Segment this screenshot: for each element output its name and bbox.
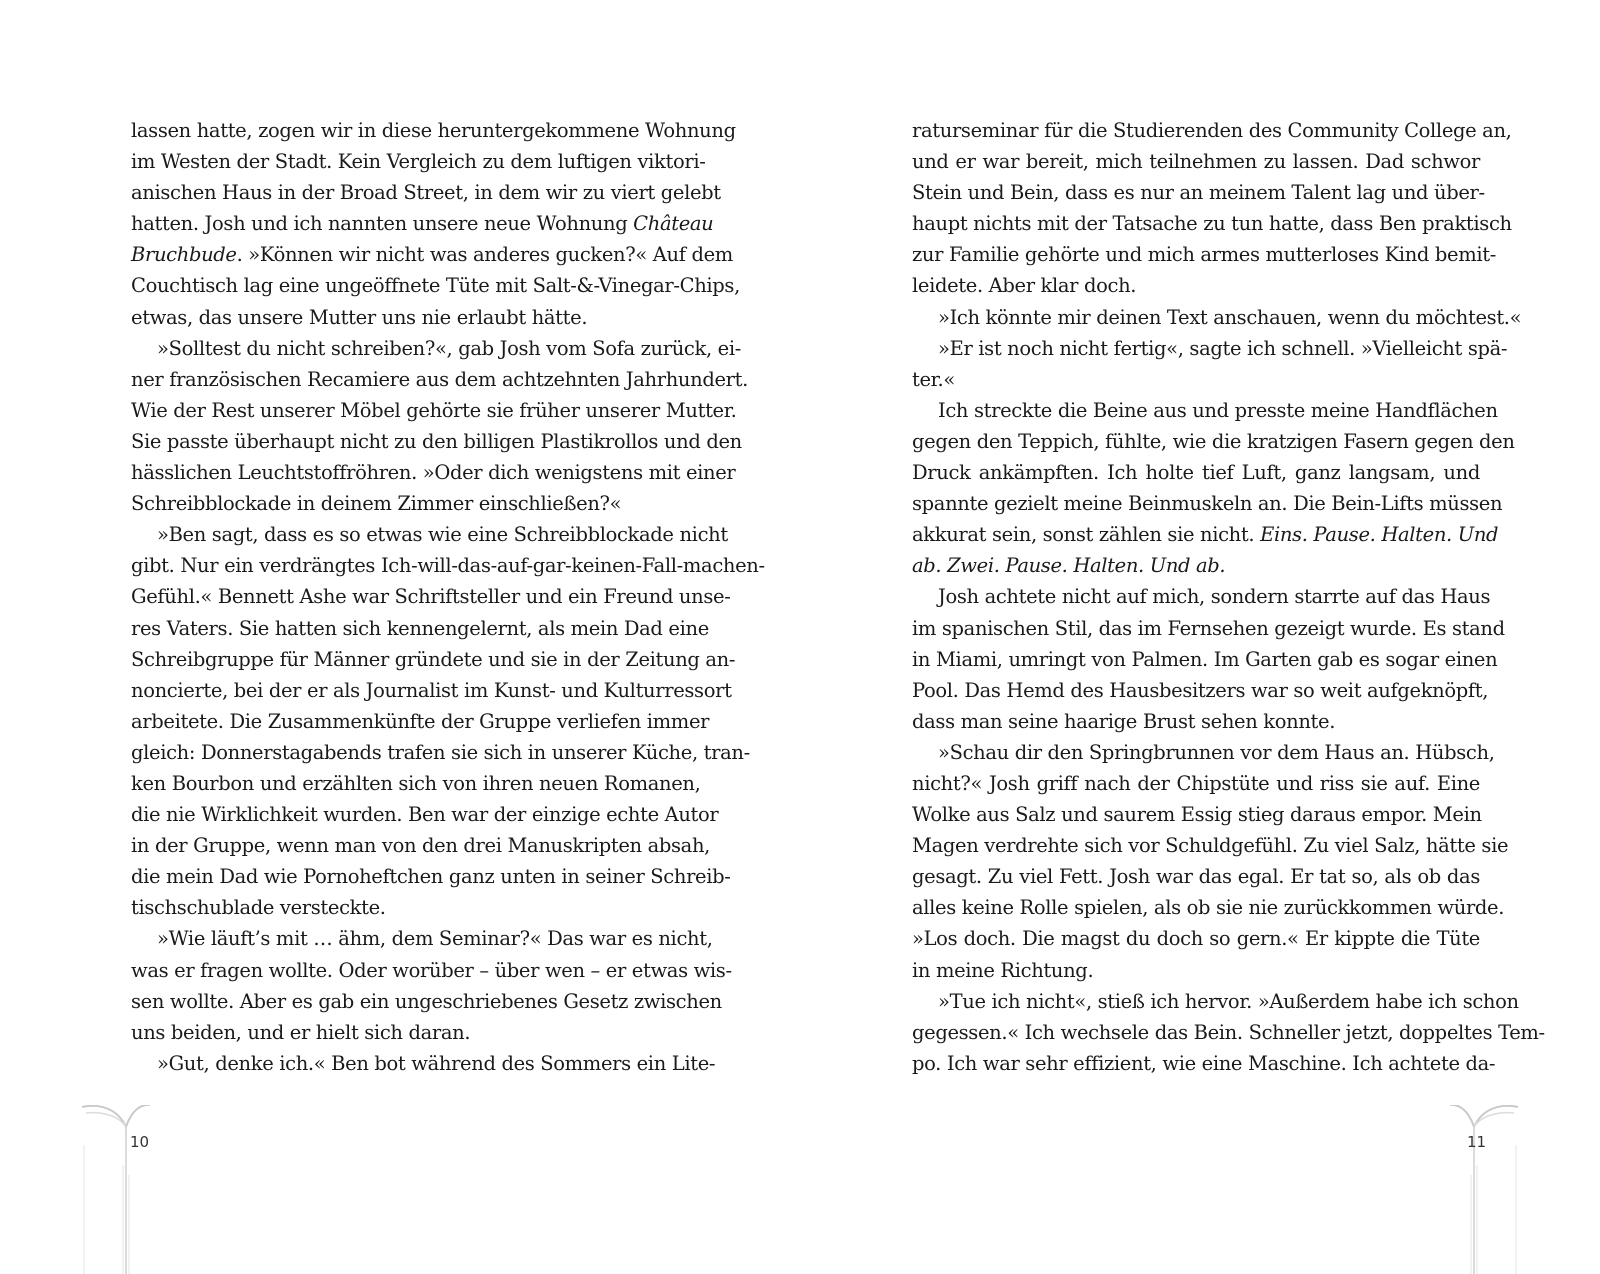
text-line <box>912 1048 1496 1079</box>
italic-span: Château <box>633 212 714 236</box>
left-page-text <box>131 115 765 1079</box>
text-line <box>131 364 748 395</box>
text-line <box>912 395 1498 426</box>
text-span: lassen hatte, zogen wir in diese heruntergekommene Wohnung <box>131 119 736 142</box>
text-line <box>131 1017 699 1048</box>
text-span: etwas, das unsere Mutter uns nie erlaubt hätte. <box>131 305 588 329</box>
italic-span: ab. Zwei. Pause. Halten. Und ab. <box>912 554 1226 578</box>
text-span: dass man seine haarige Brust sehen konnte. <box>912 709 1336 733</box>
text-line <box>131 115 736 146</box>
text-span: Ich streckte die Beine aus und presste meine Handflächen <box>938 398 1498 422</box>
text-span: »Los doch. Die magst du doch so gern.« Er kippte die Tüte <box>912 927 1480 951</box>
text-span: gesagt. Zu viel Fett. Josh war das egal. Er tat so, als ob das <box>912 865 1480 889</box>
text-span: im Westen der Stadt. Kein Vergleich zu dem luftigen viktori- <box>131 150 706 174</box>
text-span: »Tue ich nicht«, stieß ich hervor. »Außerdem habe ich schon <box>938 989 1519 1013</box>
text-span: Schreibgruppe für Männer gründete und sie in der Zeitung an- <box>131 647 736 671</box>
text-line <box>912 519 1499 550</box>
text-line <box>131 457 736 488</box>
text-line <box>912 302 1522 333</box>
text-span: akkurat sein, sonst zählen sie nicht. <box>912 523 1261 547</box>
text-span: in Miami, umringt von Palmen. Im Garten gab es sogar einen <box>912 647 1498 671</box>
text-span: was er fragen wollte. Oder worüber – über wen – er etwas wis- <box>131 958 732 982</box>
text-span: raturseminar für die Studierenden des Community College an, <box>912 119 1512 142</box>
text-line <box>131 706 710 737</box>
text-line <box>131 177 721 208</box>
text-line <box>912 861 1480 892</box>
text-span: »Ich könnte mir deinen Text anschauen, wenn du möchtest.« <box>938 305 1522 329</box>
text-line <box>912 644 1498 675</box>
text-span: Wie der Rest unserer Möbel gehörte sie früher unserer Mutter. <box>131 398 737 422</box>
left-ornament-icon <box>80 1105 150 1274</box>
text-span: gibt. Nur ein verdrängtes Ich-will-das-auf-gar-keinen-Fall-machen- <box>131 554 765 578</box>
text-line <box>131 333 741 364</box>
text-span: hatten. Josh und ich nannten unsere neue Wohnung <box>131 212 634 236</box>
text-span: leidete. Aber klar doch. <box>912 274 1137 298</box>
text-span: haupt nichts mit der Tatsache zu tun hatte, dass Ben praktisch <box>912 212 1512 236</box>
text-line <box>131 613 709 644</box>
right-ornament-icon <box>1450 1105 1520 1274</box>
text-span: . »Können wir nicht was anderes gucken?« Auf dem <box>236 243 733 267</box>
italic-span: Eins. Pause. Halten. Und <box>1260 523 1499 547</box>
text-line <box>912 333 1508 364</box>
text-span: Couchtisch lag eine ungeöffnete Tüte mit Salt-&-Vinegar-Chips, <box>131 274 740 298</box>
text-line <box>912 737 1495 768</box>
text-span: »Gut, denke ich.« Ben bot während des Sommers ein Lite- <box>157 1051 716 1075</box>
text-span: Druck ankämpften. Ich holte tief Luft, ganz langsam, und <box>912 461 1480 485</box>
text-span: tischschublade versteckte. <box>131 896 386 920</box>
text-line <box>912 270 1480 301</box>
text-span: res Vaters. Sie hatten sich kennengelernt, als mein Dad eine <box>131 616 709 640</box>
text-line <box>131 861 731 892</box>
text-line <box>912 488 1503 519</box>
text-line <box>912 706 1480 737</box>
text-line <box>912 923 1480 954</box>
text-span: uns beiden, und er hielt sich daran. <box>131 1020 471 1044</box>
text-span: hässlichen Leuchtstoffröhren. »Oder dich wenigstens mit einer <box>131 461 736 485</box>
text-span: zur Familie gehörte und mich armes mutterloses Kind bemit- <box>912 243 1496 267</box>
page-number-left: 10 <box>130 1133 150 1151</box>
text-line <box>131 395 737 426</box>
text-span: arbeitete. Die Zusammenkünfte der Gruppe verliefen immer <box>131 709 710 733</box>
text-line <box>131 923 713 954</box>
text-span: alles keine Rolle spielen, als ob sie nie zurückkommen würde. <box>912 896 1505 920</box>
text-line <box>131 146 706 177</box>
text-span: spannte gezielt meine Beinmuskeln an. Die Bein-Lifts müssen <box>912 492 1503 516</box>
italic-span: Bruchbude <box>131 243 237 267</box>
text-span: »Er ist noch nicht fertig«, sagte ich schnell. »Vielleicht spä- <box>938 336 1508 360</box>
text-line <box>912 146 1480 177</box>
text-line <box>912 239 1496 270</box>
text-line <box>131 426 742 457</box>
text-line <box>912 768 1480 799</box>
text-span: »Solltest du nicht schreiben?«, gab Josh vom Sofa zurück, ei- <box>157 336 741 360</box>
right-page <box>800 0 1600 1274</box>
text-line <box>912 364 1480 395</box>
text-line <box>912 613 1505 644</box>
text-span: Gefühl.« Bennett Ashe war Schriftsteller und ein Freund unse- <box>131 585 731 609</box>
text-line <box>912 115 1512 146</box>
text-line <box>912 426 1515 457</box>
text-span: Schreibblockade in deinem Zimmer einschließen?« <box>131 492 622 516</box>
text-span: ner französischen Recamiere aus dem achtzehnten Jahrhundert. <box>131 367 748 391</box>
text-line <box>131 737 750 768</box>
text-line <box>912 955 1480 986</box>
text-line <box>912 177 1485 208</box>
text-line <box>912 986 1519 1017</box>
text-span: noncierte, bei der er als Journalist im Kunst- und Kulturressort <box>131 678 732 702</box>
text-line <box>131 768 699 799</box>
text-span: in der Gruppe, wenn man von den drei Manuskripten absah, <box>131 834 710 858</box>
text-span: anischen Haus in der Broad Street, in dem wir zu viert gelebt <box>131 181 721 205</box>
text-line <box>912 830 1509 861</box>
text-line <box>131 675 732 706</box>
text-line <box>131 488 699 519</box>
text-span: »Ben sagt, dass es so etwas wie eine Schreibblockade nicht <box>157 523 728 547</box>
page-number-right: 11 <box>1467 1133 1487 1151</box>
text-line <box>131 830 710 861</box>
text-span: gegessen.« Ich wechsele das Bein. Schneller jetzt, doppeltes Tem- <box>912 1020 1545 1044</box>
text-line <box>131 1048 716 1079</box>
text-span: Josh achtete nicht auf mich, sondern starrte auf das Haus <box>938 585 1491 609</box>
text-line <box>131 550 765 581</box>
text-line <box>912 550 1480 581</box>
text-span: gegen den Teppich, fühlte, wie die kratzigen Fasern gegen den <box>912 429 1515 453</box>
text-span: im spanischen Stil, das im Fernsehen gezeigt wurde. Es stand <box>912 616 1505 640</box>
text-span: und er war bereit, mich teilnehmen zu lassen. Dad schwor <box>912 150 1480 174</box>
text-line <box>131 519 728 550</box>
text-span: Wolke aus Salz und saurem Essig stieg daraus empor. Mein <box>912 803 1482 827</box>
text-line <box>131 892 699 923</box>
text-line <box>912 208 1512 239</box>
text-line <box>912 581 1491 612</box>
text-line <box>131 239 733 270</box>
text-line <box>131 955 732 986</box>
text-span: ken Bourbon und erzählten sich von ihren neuen Romanen, <box>131 771 701 795</box>
text-span: Pool. Das Hemd des Hausbesitzers war so weit aufgeknöpft, <box>912 678 1489 702</box>
text-span: ter.« <box>912 367 955 391</box>
text-line <box>131 302 699 333</box>
text-span: nicht?« Josh griff nach der Chipstüte und riss sie auf. Eine <box>912 771 1480 795</box>
text-span: »Wie läuft’s mit … ähm, dem Seminar?« Das war es nicht, <box>157 927 713 951</box>
text-span: in meine Richtung. <box>912 958 1094 982</box>
text-span: Magen verdrehte sich vor Schuldgefühl. Zu viel Salz, hätte sie <box>912 834 1509 858</box>
right-page-text <box>912 115 1545 1079</box>
text-span: die nie Wirklichkeit wurden. Ben war der einzige echte Autor <box>131 803 719 827</box>
text-line <box>912 892 1505 923</box>
text-line <box>131 208 714 239</box>
text-line <box>912 1017 1545 1048</box>
text-span: Stein und Bein, dass es nur an meinem Talent lag und über- <box>912 181 1485 205</box>
text-span: sen wollte. Aber es gab ein ungeschriebenes Gesetz zwischen <box>131 989 722 1013</box>
text-span: gleich: Donnerstagabends trafen sie sich in unserer Küche, tran- <box>131 740 750 764</box>
text-span: Sie passte überhaupt nicht zu den billigen Plastikrollos und den <box>131 429 742 453</box>
text-line <box>912 675 1489 706</box>
text-span: po. Ich war sehr effizient, wie eine Maschine. Ich achtete da- <box>912 1051 1496 1075</box>
text-span: die mein Dad wie Pornoheftchen ganz unten in seiner Schreib- <box>131 865 731 889</box>
text-line <box>131 644 736 675</box>
text-line <box>131 581 731 612</box>
text-line <box>912 799 1480 830</box>
text-span: »Schau dir den Springbrunnen vor dem Haus an. Hübsch, <box>938 740 1495 764</box>
text-line <box>131 799 719 830</box>
text-line <box>131 986 722 1017</box>
text-line <box>912 457 1480 488</box>
text-line <box>131 270 740 301</box>
